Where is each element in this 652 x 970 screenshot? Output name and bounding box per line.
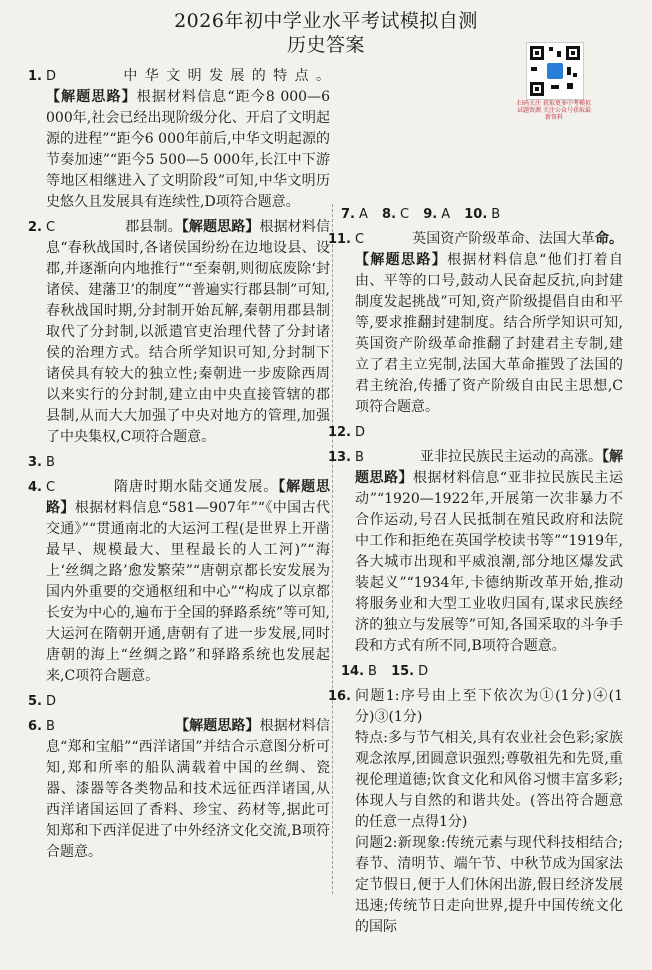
qr-logo-icon: [547, 63, 563, 79]
answer-16: 16. 问题1:序号由上至下依次为①(1分)④(1分)③(1分) 特点:多与节气相关,具有农业社会色彩;家族观念浓厚,团圆意识强烈;尊敬祖先和先贤,重视伦理道德;饮食文化和风俗习惯丰富多彩;体现人与自然的和谐共处。(答出符合题意的任意一点得1分) 问题2:新现象:传统元素与现代科技相结合;春节、清明节、端午节、中秋节成为国家法定节假日,便于人们休闲出游,假日经济发展迅速;传统节日走向世界,提升中国传统文化的国际: [341, 686, 623, 938]
answer-1: 1. D 中华文明发展的特点。【解题思路】根据材料信息“距今8 000—6 000年,社会已经出现阶级分化、开启了文明起源的进程”“距今6 000年前后,中华文明起源的节奏加速”“距今5 500—5 000年,长江中下游等地区相继进入了文明阶段”可知,中华文明历史悠久且发展具有连续性,D项符合题意。: [28, 68, 330, 210]
left-column: [28, 66, 331, 867]
answer-12: 12. D: [327, 425, 366, 440]
answer-3: 3. B: [28, 455, 55, 470]
answer-2: 2. C 郡县制。【解题思路】根据材料信息“春秋战国时,各诸侯国纷纷在边地设县、设郡,并逐渐向内地推行”“至秦朝,则彻底废除‘封诸侯、建藩卫’的制度”“普遍实行郡县制”可知,春秋战国时期,分封制开始瓦解,秦朝用郡县制取代了分封制,以派遣官吏治理代替了分封诸侯的治理方式。结合所学知识可知,分封制下诸侯具有较大的独立性;秦朝进一步废除西周以来实行的分封制,建立由中央直接管辖的郡县制,从而大大加强了中央对地方的管理,加强了中央集权,C项符合题意。: [28, 219, 331, 445]
answers-7-10: 7. A 8. C 9. A 10. B: [341, 207, 501, 222]
answer-16-part2: 特点:多与节气相关,具有农业社会色彩;家族观念浓厚,团圆意识强烈;尊敬祖先和先贤,重视伦理道德;饮食文化和风俗习惯丰富多彩;体现人与自然的和谐共处。(答出符合题意的任意一点得1分): [355, 730, 623, 830]
answer-6: 6. B 【解题思路】根据材料信息“郑和宝船”“西洋诸国”并结合示意图分析可知,郑和所率的船队满载着中国的丝绸、瓷器、漆器等各类物品和技术远征西洋诸国,从西洋诸国运回了香料、珍宝、药材等,据此可知郑和下西洋促进了中外经济文化交流,B项符合题意。: [28, 718, 331, 860]
page-title: 2026年初中学业水平考试模拟自测: [174, 10, 478, 32]
answer-5: 5. D: [28, 694, 57, 709]
answer-16-part1: 问题1:序号由上至下依次为①(1分)④(1分)③(1分): [355, 688, 623, 725]
right-column: [327, 202, 624, 942]
qr-code[interactable]: [526, 42, 584, 100]
answers-14-15: 14. B 15. D: [341, 664, 429, 679]
page-subtitle: 历史答案: [286, 34, 365, 56]
answer-13: 13. B 亚非拉民族民主运动的高涨。【解题思路】根据材料信息“亚非拉民族民主运动”“1920—1922年,开展第一次非暴力不合作运动,号召人民抵制在殖民政府和法院中工作和拒绝在英国学校读书等”“1919年,各大城市出现和平威浪潮,部分地区爆发武装起义”“1934年,卡德纳斯改革开始,推动将服务业和大型工业收归国有,谋求民族经济的独立与发展等”可知,各国采取的斗争手段和方式有所不同,B项符合题意。: [327, 449, 624, 654]
answer-11: 11. C 英国资产阶级革命、法国大革命。【解题思路】根据材料信息“他们打着自由、平等的口号,鼓动人民奋起反抗,向封建制度发起挑战”可知,资产阶级提倡自由和平等,要求推翻封建制度。结合所学知识可知,英国资产阶级革命推翻了封建君主专制,建立了君主立宪制,法国大革命摧毁了法国的君主统治,传播了资产阶级自由民主思想,C项符合题意。: [327, 231, 624, 415]
answer-4: 4. C 隋唐时期水陆交通发展。【解题思路】根据材料信息“581—907年”“《中国古代交通》”“贯通南北的大运河工程(是世界上开凿最早、规模最大、里程最长的人工河)”“海上‘丝绸之路’愈发繁荣”“唐朝京都长安发展为国内外重要的交通枢纽和中心”“构成了以京都长安为中心的,遍布于全国的驿路系统”等可知,大运河在隋朝开通,唐朝有了进一步发展,同时唐朝的海上“丝绸之路”和驿路系统也发展起来,C项符合题意。: [28, 479, 331, 684]
column-divider: [332, 204, 333, 894]
answer-16-part3: 问题2:新现象:传统元素与现代科技相结合;春节、清明节、端午节、中秋节成为国家法定节假日,便于人们休闲出游,假日经济发展迅速;传统节日走向世界,提升中国传统文化的国际: [355, 835, 623, 935]
qr-caption: 扫码关注 获取更多中考模拟试题资源 关注公众号获取最新资料: [517, 100, 591, 121]
